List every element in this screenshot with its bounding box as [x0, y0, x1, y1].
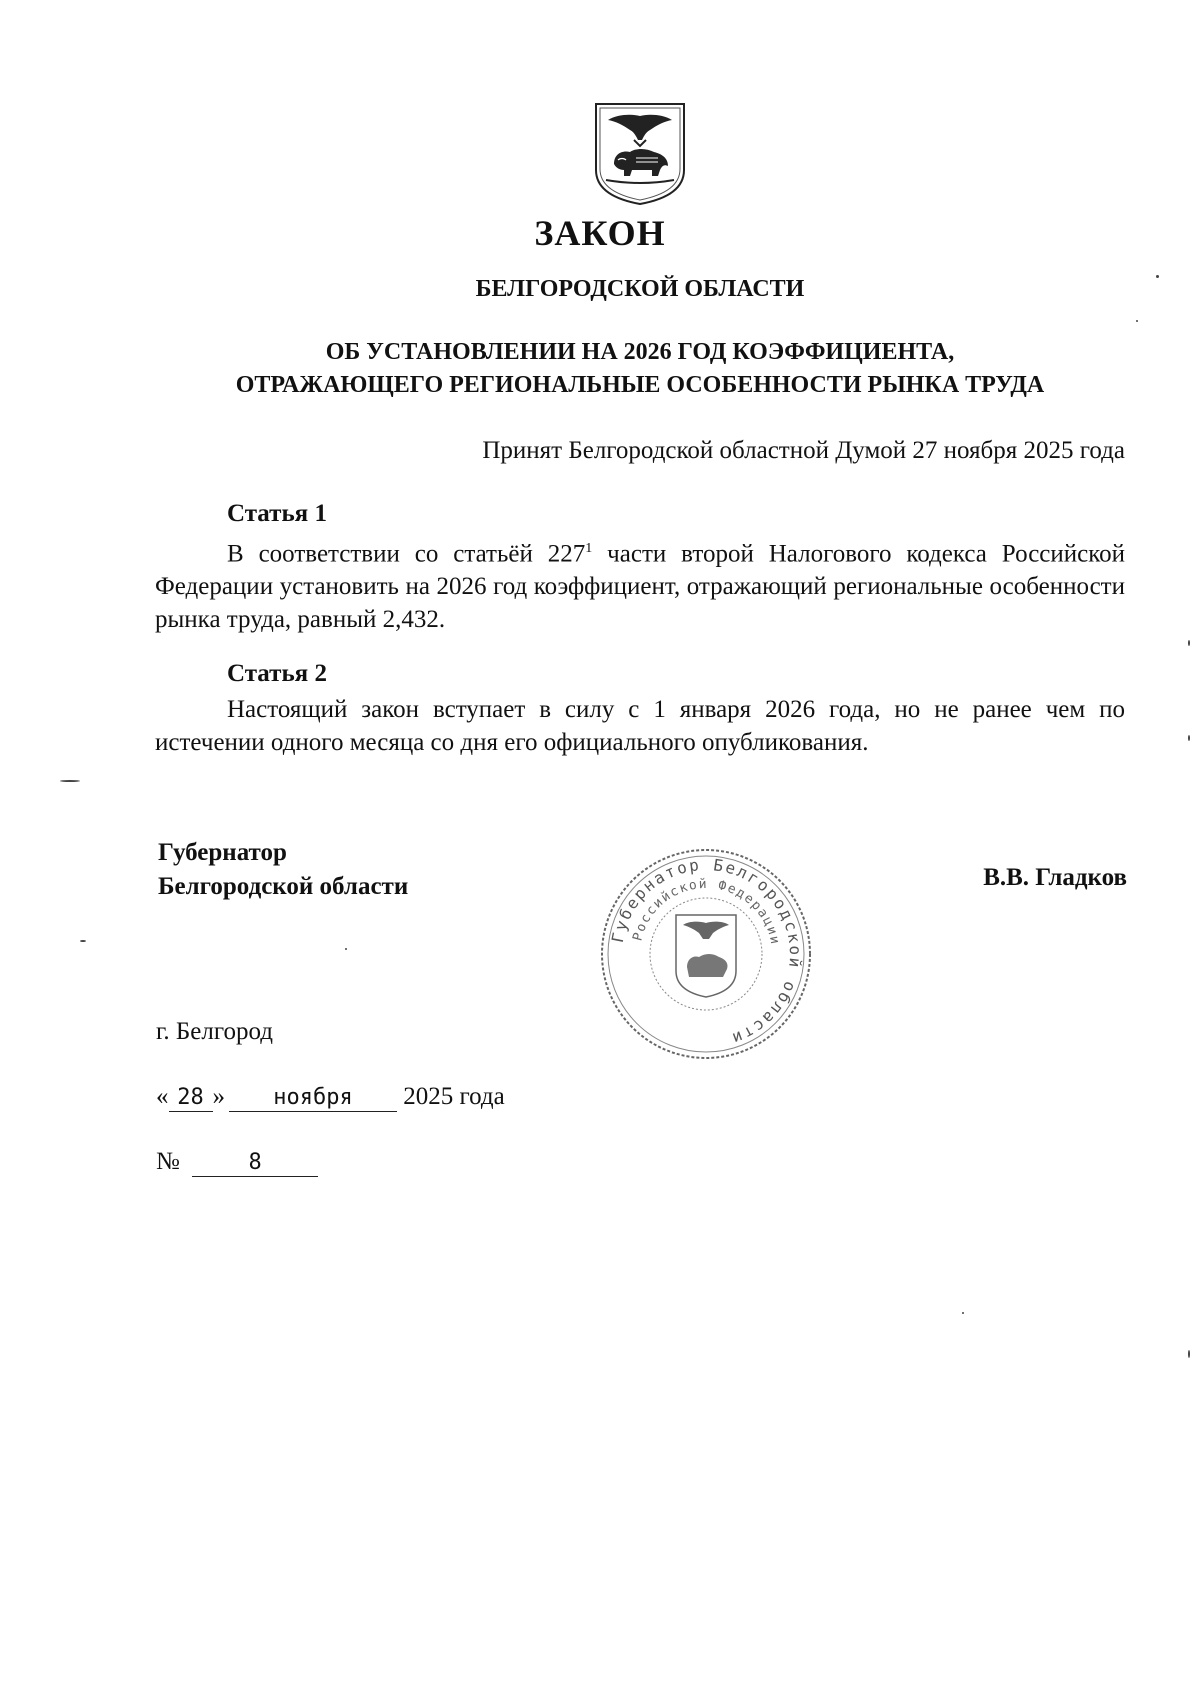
subject-line-1: ОБ УСТАНОВЛЕНИИ НА 2026 ГОД КОЭФФИЦИЕНТА, [325, 339, 955, 365]
scan-speck [1188, 640, 1190, 646]
signing-date [156, 1083, 505, 1112]
city-label: г. Белгород [156, 1018, 273, 1045]
scan-speck [80, 940, 86, 942]
seal-emblem-icon [676, 915, 736, 997]
article-2-text: Настоящий закон вступает в силу с 1 января 2026 года, но не ранее чем по истечении одного месяца со дня его официального опубликования. [155, 696, 1125, 756]
scan-speck [1136, 320, 1138, 322]
article-1-text [155, 532, 1125, 636]
signatory-title-line-1: Губернатор [158, 839, 287, 866]
scan-speck [962, 1312, 964, 1314]
scan-speck [1188, 735, 1190, 741]
signatory-title [158, 836, 408, 904]
document-type-heading: ЗАКОН [534, 213, 666, 253]
seal-outer-text: Губернатор Белгородской области [607, 854, 806, 1049]
signatory-title-line-2: Белгородской области [158, 873, 409, 900]
date-month-field: ноября [229, 1085, 397, 1112]
date-close-quote: » [212, 1083, 225, 1110]
date-day-field: 28 [169, 1085, 213, 1112]
region-heading: БЕЛГОРОДСКОЙ ОБЛАСТИ [475, 276, 805, 302]
official-seal [595, 843, 817, 1065]
number-field: 8 [192, 1150, 318, 1177]
date-year: 2025 года [403, 1083, 505, 1110]
article-2-heading: Статья 2 [227, 660, 327, 687]
article-1-text-part2: части второй Налогового кодекса Российской Федерации установить на 2026 год коэффициент, отражающий региональные особенности рынка труда, равный 2,432. [155, 540, 1125, 634]
seal-inner-text: Российской Федерации [630, 876, 783, 947]
article-1-text-part1: В соответствии со статьёй 227 [227, 540, 586, 568]
article-1-superscript: 1 [585, 541, 593, 556]
law-subject-title [150, 336, 1130, 402]
date-open-quote: « [156, 1083, 169, 1110]
number-label: № [156, 1148, 180, 1175]
scan-speck [1188, 1350, 1190, 1358]
belgorod-coat-of-arms-icon [592, 100, 688, 206]
subject-line-2: ОТРАЖАЮЩЕГО РЕГИОНАЛЬНЫЕ ОСОБЕННОСТИ РЫНКА ТРУДА [235, 372, 1045, 398]
adoption-note: Принят Белгородской областной Думой 27 ноября 2025 года [482, 437, 1125, 464]
scan-speck [60, 780, 80, 782]
article-1-heading: Статья 1 [227, 500, 327, 527]
signatory-name: В.В. Гладков [983, 864, 1127, 891]
law-number [156, 1148, 318, 1177]
scan-speck [345, 948, 347, 950]
scan-speck [1156, 275, 1159, 278]
